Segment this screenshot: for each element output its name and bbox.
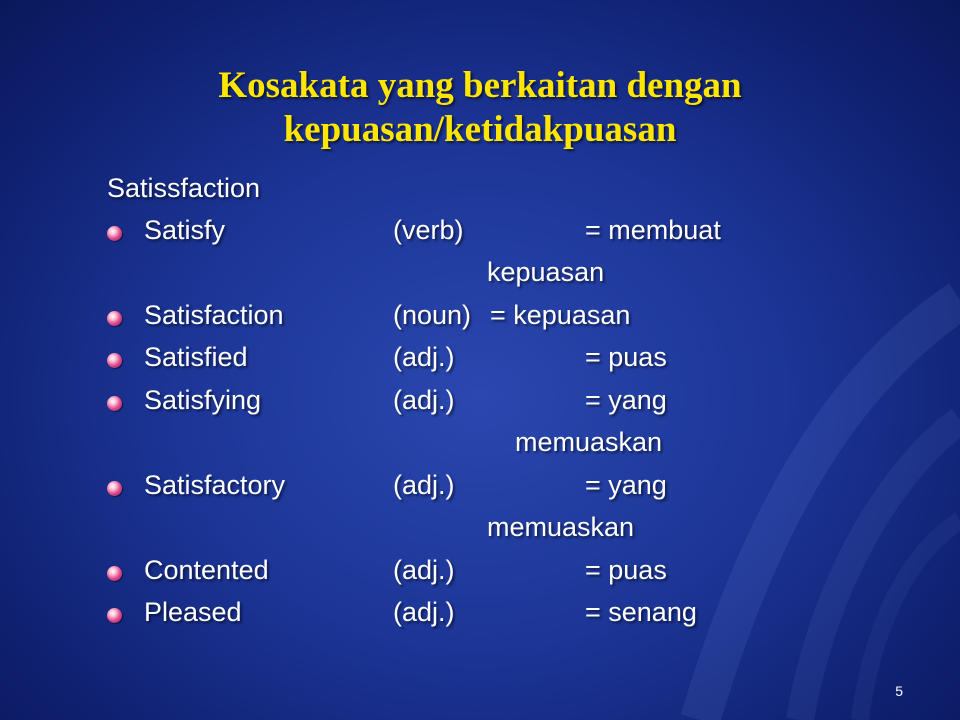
entry-definition-continued: memuaskan <box>487 512 635 542</box>
entry-word: Satisfaction <box>144 300 284 330</box>
entry-definition: = membuat <box>585 215 721 245</box>
entry-part-of-speech: (adj.) <box>393 470 455 500</box>
bullet-sphere-icon <box>107 481 122 496</box>
bullet-sphere-icon <box>107 311 122 326</box>
section-heading: Satissfaction <box>107 173 261 203</box>
entry-definition: = kepuasan <box>490 300 631 330</box>
entry-part-of-speech: (adj.) <box>393 555 455 585</box>
entry-part-of-speech: (verb) <box>393 215 464 245</box>
list-item <box>0 384 960 426</box>
entry-word: Satisfied <box>144 342 248 372</box>
entry-definition-continued: memuaskan <box>515 427 663 457</box>
entry-word: Satisfy <box>144 215 226 245</box>
entry-definition: = puas <box>585 555 667 585</box>
entry-part-of-speech: (noun) <box>393 300 472 330</box>
list-item <box>0 341 960 383</box>
bullet-sphere-icon <box>107 226 122 241</box>
entry-definition: = senang <box>585 597 697 627</box>
page-number: 5 <box>895 683 903 699</box>
list-item <box>0 299 960 341</box>
entry-word: Contented <box>144 555 269 585</box>
bullet-sphere-icon <box>107 353 122 368</box>
title-line-2: kepuasan/ketidakpuasan <box>283 109 677 150</box>
entry-definition: = yang <box>585 470 667 500</box>
entry-part-of-speech: (adj.) <box>393 597 455 627</box>
entry-definition: = puas <box>585 342 667 372</box>
entry-word: Satisfactory <box>144 470 286 500</box>
entry-definition-continued: kepuasan <box>487 257 605 287</box>
list-item <box>0 554 960 596</box>
bullet-sphere-icon <box>107 566 122 581</box>
entry-word: Pleased <box>144 597 242 627</box>
list-item <box>0 214 960 256</box>
entry-part-of-speech: (adj.) <box>393 385 455 415</box>
slide-title <box>0 64 960 152</box>
entry-part-of-speech: (adj.) <box>393 342 455 372</box>
list-item <box>0 596 960 638</box>
entry-definition: = yang <box>585 385 667 415</box>
title-line-1: Kosakata yang berkaitan dengan <box>218 65 742 106</box>
bullet-sphere-icon <box>107 608 122 623</box>
list-item <box>0 469 960 511</box>
entry-word: Satisfying <box>144 385 262 415</box>
bullet-sphere-icon <box>107 396 122 411</box>
